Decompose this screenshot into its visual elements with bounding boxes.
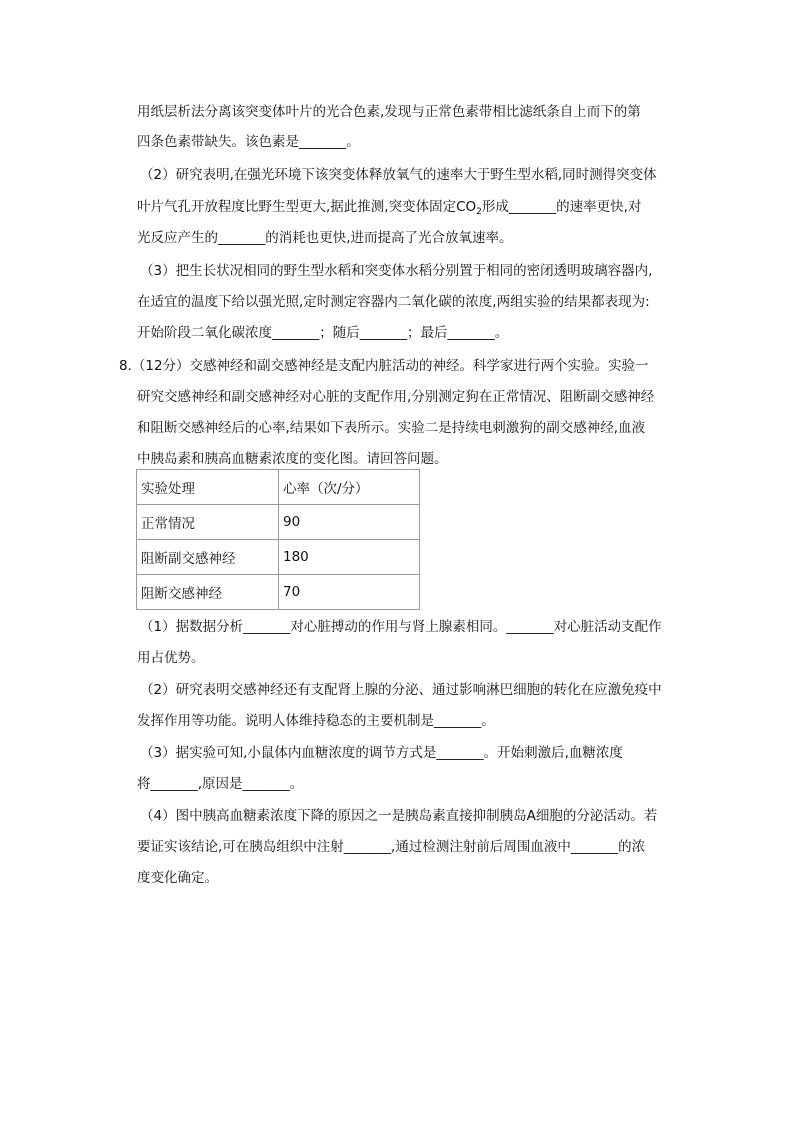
question-3-line: 在适宜的温度下给以强光照,定时测定容器内二氧化碳的浓度,两组实验的结果都表现为: [137, 294, 650, 310]
table-cell: 正常情况 [137, 505, 279, 540]
question-8-3-line: （3）据实验可知,小鼠体内血糖浓度的调节方式是_______。开始刺激后,血糖浓度 [140, 745, 623, 761]
question-8-2-line: 发挥作用等功能。说明人体维持稳态的主要机制是_______。 [137, 713, 495, 729]
question-8-line: 研究交感神经和副交感神经对心脏的支配作用,分别测定狗在正常情况、阻断副交感神经 [137, 389, 655, 405]
question-3-line: （3）把生长状况相同的野生型水稻和突变体水稻分别置于相同的密闭透明玻璃容器内, [140, 263, 653, 279]
question-8-1-line: 用占优势。 [137, 650, 205, 666]
question-8-line: 和阻断交感神经后的心率,结果如下表所示。实验二是持续电刺激狗的副交感神经,血液 [137, 420, 646, 436]
question-3-line: 开始阶段二氧化碳浓度_______；随后_______；最后_______。 [137, 325, 509, 341]
table-row [137, 540, 420, 575]
co2-formula: $CO_2$ [456, 199, 482, 217]
table-header-cell: 实验处理 [137, 470, 279, 505]
table-row [137, 575, 420, 610]
question-2-line: 叶片气孔开放程度比野生型更大,据此推测,突变体固定$CO_2$形成_______的速率更快,对 [137, 199, 642, 217]
table-cell: 70 [279, 575, 420, 610]
question-8-1-line: （1）据数据分析_______对心脏搏动的作用与肾上腺素相同。_______对心脏活动支配作 [140, 619, 662, 635]
table-cell: 阻断交感神经 [137, 575, 279, 610]
table-cell: 阻断副交感神经 [137, 540, 279, 575]
heart-rate-table [136, 469, 420, 610]
paragraph-line: 用纸层析法分离该突变体叶片的光合色素,发现与正常色素带相比滤纸条自上而下的第 [137, 104, 641, 120]
question-8-4-line: 度变化确定。 [137, 870, 218, 886]
question-8-4-line: 要证实该结论,可在胰岛组织中注射_______,通过检测注射前后周围血液中_______的浓 [137, 839, 646, 855]
table-header-row [137, 470, 420, 505]
question-2-line: （2）研究表明,在强光环境下该突变体释放氧气的速率大于野生型水稻,同时测得突变体 [140, 167, 657, 183]
question-8-4-line: （4）图中胰高血糖素浓度下降的原因之一是胰岛素直接抑制胰岛A细胞的分泌活动。若 [140, 808, 658, 824]
paragraph-line: 四条色素带缺失。该色素是_______。 [137, 134, 360, 150]
question-2-line: 光反应产生的_______的消耗也更快,进而提高了光合放氧速率。 [137, 230, 513, 246]
question-8-3-line: 将_______,原因是_______。 [137, 776, 304, 792]
table-cell: 180 [279, 540, 420, 575]
table-cell: 90 [279, 505, 420, 540]
question-8-2-line: （2）研究表明交感神经还有支配肾上腺的分泌、通过影响淋巴细胞的转化在应激免疫中 [140, 682, 662, 698]
question-8-line: 中胰岛素和胰高血糖素浓度的变化图。请回答问题。 [137, 451, 448, 467]
question-8-line: 8.（12分）交感神经和副交感神经是支配内脏活动的神经。科学家进行两个实验。实验一 [119, 358, 649, 374]
table-row [137, 505, 420, 540]
table-header-cell: 心率（次/分） [279, 470, 420, 505]
